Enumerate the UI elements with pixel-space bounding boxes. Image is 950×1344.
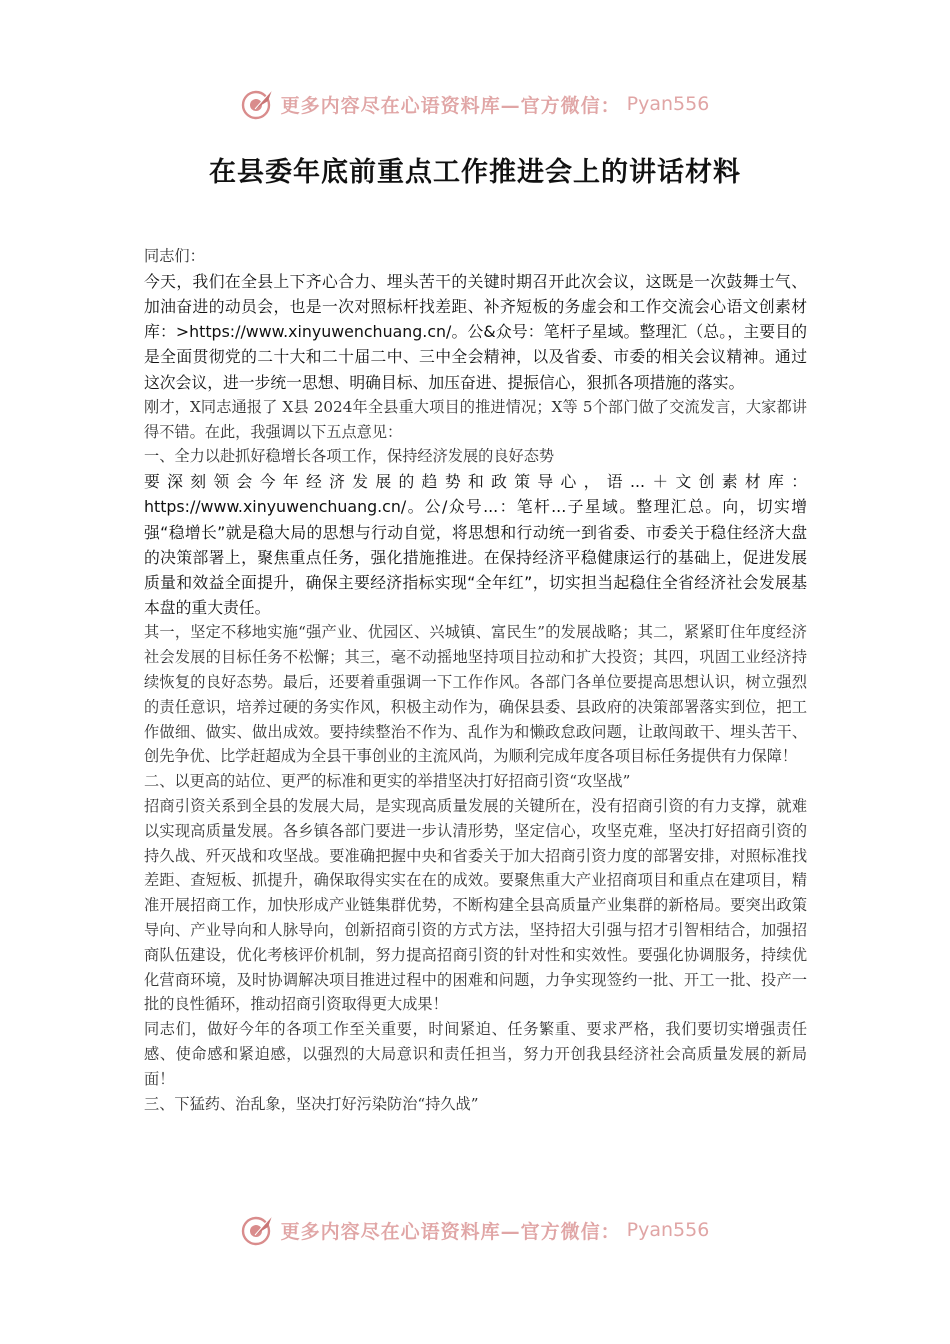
body-paragraph: 其一，坚定不移地实施“强产业、优园区、兴城镇、富民生”的发展战略；其二，紧紧盯住年度经济社会发展的目标任务不松懈；其三，毫不动摇地坚持项目拉动和扩大投资；其四，巩固工业经济持续恢复的良好态势。最后，还要着重强调一下工作作风。各部门各单位要提高思想认识，树立强烈的责任意识，培养过硬的务实作风，积极主动作为，确保县委、县政府的决策部署落实到位，把工作做细、做实、做出成效。要持续整治不作为、乱作为和懒政怠政问题，让敢闯敢干、埋头苦干、创先争优、比学赶超成为全县干事创业的主流风尚，为顺利完成年度各项目标任务提供有力保障！ — [144, 623, 807, 766]
banner-wechat-id: Pyan556 — [626, 1219, 710, 1241]
quill-logo-icon — [241, 1213, 275, 1247]
body-paragraph: 刚才，X同志通报了 X县 2024年全县重大项目的推进情况；X等 5个部门做了交流发言，大家都讲得不错。在此，我强调以下五点意见： — [144, 397, 807, 441]
banner-text: 更多内容尽在心语资料库—官方微信： — [280, 1220, 621, 1243]
banner-wechat-id: Pyan556 — [626, 93, 710, 115]
document-body — [144, 244, 807, 1116]
salutation: 同志们： — [144, 247, 205, 265]
header-watermark-banner — [0, 84, 950, 124]
quill-logo-icon — [241, 87, 275, 121]
section-heading: 二、以更高的站位、更严的标准和更实的举措坚决打好招商引资“攻坚战” — [144, 772, 631, 791]
section-heading: 一、全力以赴抓好稳增长各项工作，保持经济发展的良好态势 — [144, 447, 555, 466]
body-paragraph: 招商引资关系到全县的发展大局，是实现高质量发展的关键所在，没有招商引资的有力支撑，就难以实现高质量发展。各乡镇各部门要进一步认清形势，坚定信心，攻坚克难，坚决打好招商引资的持久战、歼灭战和攻坚战。要准确把握中央和省委关于加大招商引资力度的部署安排，对照标准找差距、查短板、抓提升，确保取得实实在在的成效。要聚焦重大产业招商项目和重点在建项目，精准开展招商工作，加快形成产业链集群优势，不断构建全县高质量产业集群的新格局。要突出政策导向、产业导向和人脉导向，创新招商引资的方式方法，坚持招大引强与招才引智相结合，加强招商队伍建设，优化考核评价机制，努力提高招商引资的针对性和实效性。要强化协调服务，持续优化营商环境，及时协调解决项目推进过程中的困难和问题，力争实现签约一批、开工一批、投产一批的良性循环，推动招商引资取得更大成果！ — [144, 797, 807, 1014]
body-paragraph: 今天，我们在全县上下齐心合力、埋头苦干的关键时期召开此次会议，这既是一次鼓舞士气、加油奋进的动员会，也是一次对照标杆找差距、补齐短板的务虚会和工作交流会心语文创素材库：>https://www.xinyuwenchuang.cn/。公&众号：笔杆子星域。整理汇（总。，主要目的是全面贯彻党的二十大和二十届二中、三中全会精神，以及省委、市委的相关会议精神。通过这次会议，进一步统一思想、明确目标、加压奋进、提振信心，狠抓各项措施的落实。 — [144, 271, 807, 392]
body-paragraph: 要深刻领会今年经济发展的趋势和政策导心，语...＋文创素材库：https://www.xinyuwenchuang.cn/。公/众号...：笔杆...子星域。整理汇总。向，切实增强“稳增长”就是稳大局的思想与行动自觉，将思想和行动统一到省委、市委关于稳住经济大盘的决策部署上，聚焦重点任务，强化措施推进。在保持经济平稳健康运行的基础上，促进发展质量和效益全面提升，确保主要经济指标实现“全年红”，切实担当起稳住全省经济社会发展基本盘的重大责任。 — [144, 472, 807, 618]
document-title: 在县委年底前重点工作推进会上的讲话材料 — [209, 157, 741, 188]
section-heading: 三、下猛药、治乱象，坚决打好污染防治“持久战” — [144, 1094, 479, 1113]
body-paragraph: 同志们，做好今年的各项工作至关重要，时间紧迫、任务繁重、要求严格，我们要切实增强责任感、使命感和紧迫感，以强烈的大局意识和责任担当，努力开创我县经济社会高质量发展的新局面！ — [144, 1020, 807, 1088]
banner-text: 更多内容尽在心语资料库—官方微信： — [280, 94, 621, 117]
footer-watermark-banner — [0, 1210, 950, 1250]
